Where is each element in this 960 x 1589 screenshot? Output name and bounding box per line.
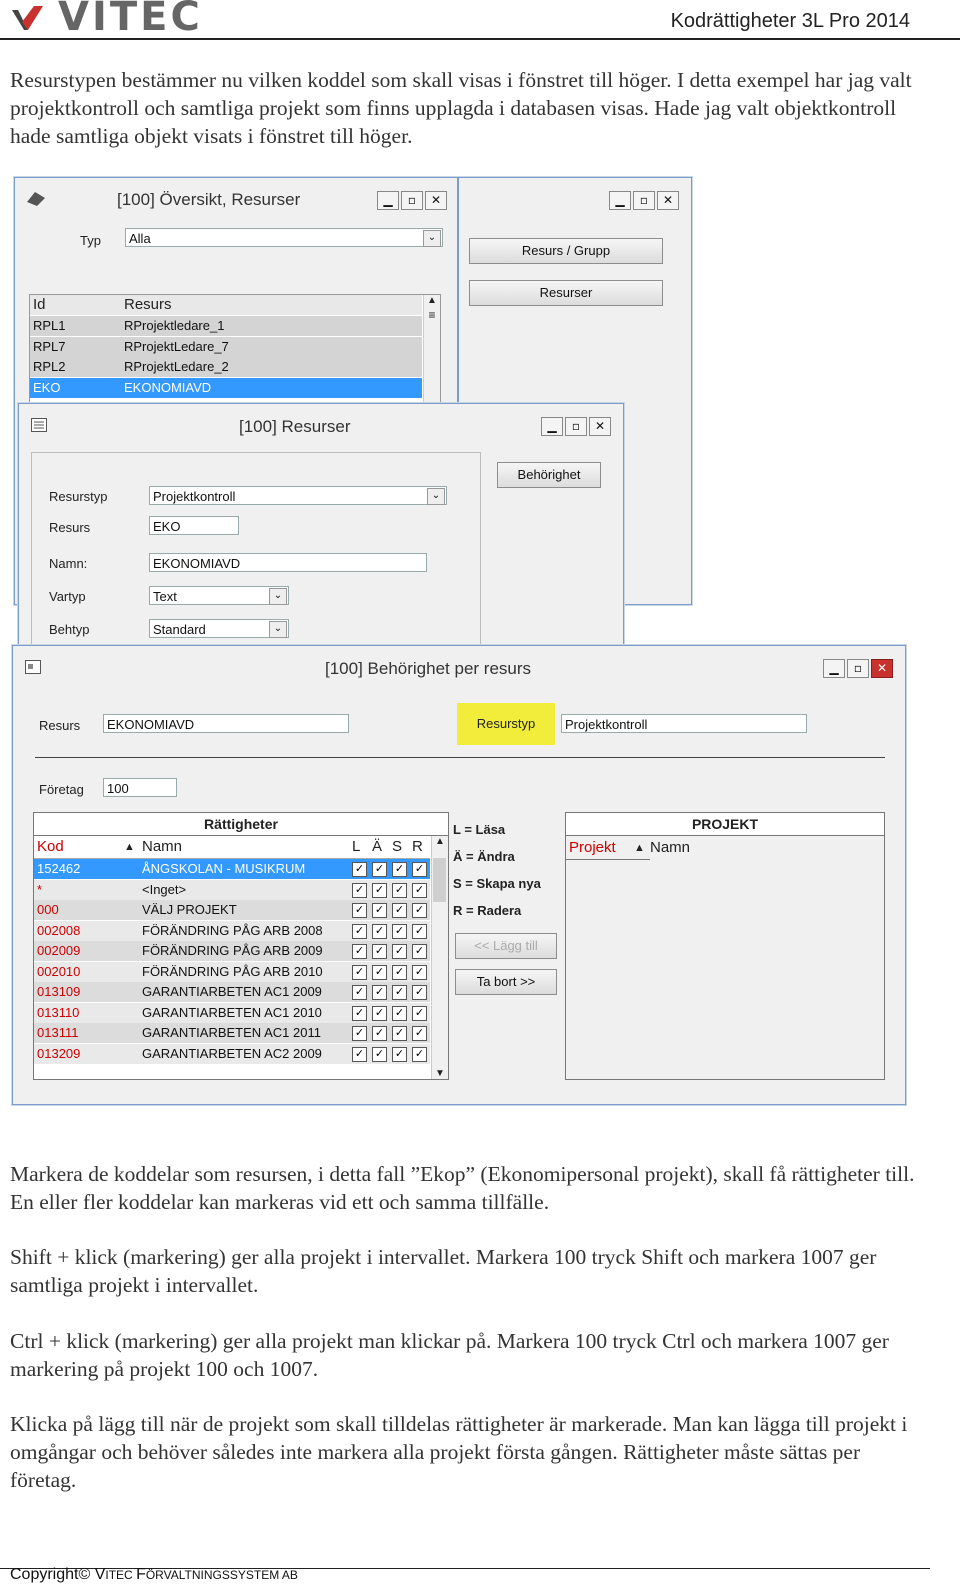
sort-ascending-icon: ▲ <box>124 841 135 853</box>
maximize-button[interactable]: ▫ <box>565 417 587 436</box>
behtyp-select-value: Standard <box>153 622 206 637</box>
cell-namn: VÄLJ PROJEKT <box>142 902 237 917</box>
scroll-thumb-icon[interactable]: ≡ <box>428 308 436 322</box>
footer-rest: ÖRVALTNINGSSYSTEM AB <box>145 1568 298 1582</box>
check-l-checkbox[interactable]: ✓ <box>352 1047 367 1062</box>
cell-kod: 013111 <box>37 1025 79 1040</box>
maximize-button[interactable]: ▫ <box>401 191 423 210</box>
check-a-checkbox[interactable]: ✓ <box>372 903 387 918</box>
resurs-field[interactable]: EKONOMIAVD <box>103 714 349 733</box>
resurser-button[interactable]: Resurser <box>469 280 663 306</box>
scroll-thumb[interactable] <box>433 858 446 902</box>
namn-label: Namn: <box>49 556 88 571</box>
check-r-checkbox[interactable]: ✓ <box>412 924 427 939</box>
check-l-checkbox[interactable]: ✓ <box>352 985 367 1000</box>
lagg-till-button[interactable]: << Lägg till <box>455 933 557 959</box>
resurstyp-field[interactable]: Projektkontroll <box>561 714 807 733</box>
rights-legend <box>453 816 541 924</box>
check-s-checkbox[interactable]: ✓ <box>392 924 407 939</box>
check-l-checkbox[interactable]: ✓ <box>352 965 367 980</box>
window-titlebar <box>19 404 623 444</box>
cell-kod: 013109 <box>37 984 81 999</box>
foretag-label: Företag <box>39 782 84 797</box>
cell-namn: GARANTIARBETEN AC2 2009 <box>142 1045 322 1061</box>
cell-kod: 002009 <box>37 943 81 958</box>
check-r-checkbox[interactable]: ✓ <box>412 862 427 877</box>
check-a-checkbox[interactable]: ✓ <box>372 1006 387 1021</box>
projekt-column-headers <box>566 836 884 860</box>
check-r-checkbox[interactable]: ✓ <box>412 1047 427 1062</box>
sort-ascending-icon: ▲ <box>634 842 645 854</box>
paragraph-lagg-till: Klicka på lägg till när de projekt som skall tilldelas rättigheter är markerade. Man kan lägga till projekt i omgångar och behöver således inte markera alla projekt första gången. Rättigheter måste sättas per företag. <box>10 1412 908 1492</box>
vitec-logo-icon <box>10 4 44 32</box>
resurs-list <box>29 294 441 406</box>
check-a-checkbox[interactable]: ✓ <box>372 1026 387 1041</box>
ta-bort-button[interactable]: Ta bort >> <box>455 969 557 995</box>
behorighet-button[interactable]: Behörighet <box>497 462 601 488</box>
vartyp-label: Vartyp <box>49 589 86 604</box>
logo-text: VITEC <box>58 0 203 40</box>
column-header-a[interactable]: Ä <box>372 838 383 855</box>
scrollbar[interactable] <box>431 836 448 1079</box>
close-button[interactable]: ✕ <box>871 659 893 678</box>
page-header <box>0 0 960 40</box>
check-s-checkbox[interactable]: ✓ <box>392 965 407 980</box>
check-l-checkbox[interactable]: ✓ <box>352 862 367 877</box>
check-s-checkbox[interactable]: ✓ <box>392 985 407 1000</box>
check-a-checkbox[interactable]: ✓ <box>372 985 387 1000</box>
behtyp-select[interactable] <box>149 619 289 638</box>
list-item[interactable] <box>30 378 422 399</box>
check-a-checkbox[interactable]: ✓ <box>372 1047 387 1062</box>
minimize-button[interactable]: ▁ <box>823 659 845 678</box>
maximize-button-back[interactable]: ▫ <box>633 191 655 210</box>
behtyp-label: Behtyp <box>49 622 90 637</box>
cell-kod: * <box>37 881 43 897</box>
check-l-checkbox[interactable]: ✓ <box>352 1026 367 1041</box>
check-l-checkbox[interactable]: ✓ <box>352 883 367 898</box>
cell-namn: GARANTIARBETEN AC1 2009 <box>142 984 322 999</box>
cell-kod: 000 <box>37 902 59 917</box>
typ-select-value: Alla <box>129 231 151 246</box>
table-row[interactable] <box>34 1044 430 1064</box>
resurs-field[interactable]: EKO <box>149 516 239 535</box>
chevron-down-icon: ⌄ <box>423 230 441 247</box>
table-row[interactable] <box>34 900 430 920</box>
typ-label: Typ <box>80 233 101 248</box>
check-s-checkbox[interactable]: ✓ <box>392 944 407 959</box>
column-header-projekt[interactable]: Projekt <box>569 839 616 856</box>
legend-s: S = Skapa nya <box>453 876 541 891</box>
cell-namn: FÖRÄNDRING PÅG ARB 2010 <box>142 963 323 979</box>
paragraph-ctrl: Ctrl + klick (markering) ger alla projekt man klickar på. Markera 100 tryck Ctrl och markera 1007 ger markering på projekt 100 och 1007. <box>10 1329 889 1381</box>
cell-kod: 002008 <box>37 922 81 938</box>
window-titlebar <box>13 646 905 686</box>
check-a-checkbox[interactable]: ✓ <box>372 944 387 959</box>
window-titlebar <box>15 178 691 218</box>
cell-resurs: EKONOMIAVD <box>124 379 212 395</box>
cell-id: EKO <box>33 379 61 395</box>
document-title: Kodrättigheter 3L Pro 2014 <box>670 10 910 32</box>
check-l-checkbox[interactable]: ✓ <box>352 924 367 939</box>
check-r-checkbox[interactable]: ✓ <box>412 1026 427 1041</box>
window-title: [100] Resurser <box>239 417 351 436</box>
cell-namn: GARANTIARBETEN AC1 2011 <box>142 1025 321 1040</box>
check-a-checkbox[interactable]: ✓ <box>372 862 387 877</box>
column-header-s[interactable]: S <box>392 838 403 855</box>
list-header <box>30 295 422 315</box>
scroll-down-icon[interactable]: ▼ <box>435 1068 445 1079</box>
check-r-checkbox[interactable]: ✓ <box>412 1006 427 1021</box>
table-row[interactable] <box>34 982 430 1002</box>
paragraph-intro: Resurstypen bestämmer nu vilken koddel som skall visas i fönstret till höger. I detta exempel har jag valt projektkontroll och samtliga projekt som finns upplagda i databasen visas. Hade jag valt objektkontroll hade samtliga objekt visats i fönstret till höger. <box>10 68 912 148</box>
column-header-resurs[interactable]: Resurs <box>124 296 172 313</box>
table-row[interactable] <box>34 921 430 941</box>
window-behorighet-per-resurs <box>12 645 906 1105</box>
app-icon <box>25 190 47 208</box>
column-header-kod[interactable]: Kod <box>37 838 64 855</box>
resurs-grupp-button[interactable]: Resurs / Grupp <box>469 238 663 264</box>
vartyp-select-value: Text <box>153 589 177 604</box>
footer-prefix: Copyright© V <box>10 1566 106 1583</box>
close-button[interactable]: ✕ <box>425 191 447 210</box>
namn-field[interactable]: EKONOMIAVD <box>149 553 427 572</box>
window-title: [100] Översikt, Resurser <box>117 190 301 209</box>
table-row[interactable] <box>34 1003 430 1023</box>
check-s-checkbox[interactable]: ✓ <box>392 1047 407 1062</box>
check-s-checkbox[interactable]: ✓ <box>392 862 407 877</box>
list-item[interactable] <box>30 337 422 358</box>
cell-namn: ÅNGSKOLAN - MUSIKRUM <box>142 861 306 876</box>
resurstyp-button[interactable]: Resurstyp <box>457 703 555 745</box>
check-r-checkbox[interactable]: ✓ <box>412 944 427 959</box>
cell-resurs: RProjektLedare_7 <box>124 338 229 354</box>
cell-id: RPL7 <box>33 338 66 354</box>
check-r-checkbox[interactable]: ✓ <box>412 965 427 980</box>
vartyp-select[interactable] <box>149 586 289 605</box>
resurstyp-select[interactable] <box>149 486 447 505</box>
cell-namn: FÖRÄNDRING PÅG ARB 2008 <box>142 922 323 938</box>
legend-r: R = Radera <box>453 903 522 918</box>
cell-id: RPL2 <box>33 359 66 374</box>
window-title: [100] Behörighet per resurs <box>325 659 532 678</box>
chevron-down-icon: ⌄ <box>269 588 287 605</box>
scroll-up-icon[interactable]: ▲ <box>435 836 445 847</box>
check-a-checkbox[interactable]: ✓ <box>372 965 387 980</box>
rattigheter-grid <box>33 812 449 1080</box>
minimize-button[interactable]: ▁ <box>377 191 399 210</box>
footer-copyright <box>10 1566 298 1584</box>
check-l-checkbox[interactable]: ✓ <box>352 944 367 959</box>
table-row[interactable] <box>34 880 430 900</box>
check-r-checkbox[interactable]: ✓ <box>412 985 427 1000</box>
legend-l: L = Läsa <box>453 822 506 837</box>
window-resurser <box>18 403 624 655</box>
rattigheter-header: Rättigheter <box>34 813 448 836</box>
table-row[interactable] <box>34 859 430 879</box>
foretag-field[interactable]: 100 <box>103 778 177 797</box>
chevron-down-icon: ⌄ <box>427 488 445 505</box>
table-row[interactable] <box>34 962 430 982</box>
cell-namn: <Inget> <box>142 881 187 897</box>
column-header-namn[interactable]: Namn <box>650 839 691 856</box>
column-header-l[interactable]: L <box>352 838 361 855</box>
cell-namn: GARANTIARBETEN AC1 2010 <box>142 1004 322 1020</box>
cell-id: RPL1 <box>33 318 66 333</box>
check-r-checkbox[interactable]: ✓ <box>412 903 427 918</box>
cell-kod: 013209 <box>37 1045 81 1061</box>
paragraph-shift: Shift + klick (markering) ger alla projekt i intervallet. Markera 100 tryck Shift och markera 1007 ger samtliga projekt i intervallet. <box>10 1245 877 1297</box>
form-icon <box>31 418 47 432</box>
maximize-button[interactable]: ▫ <box>847 659 869 678</box>
cell-kod: 002010 <box>37 963 81 979</box>
check-s-checkbox[interactable]: ✓ <box>392 883 407 898</box>
footer-itec: ITEC <box>105 1568 137 1582</box>
chevron-down-icon: ⌄ <box>269 621 287 638</box>
check-s-checkbox[interactable]: ✓ <box>392 1006 407 1021</box>
scroll-up-icon[interactable]: ▲ <box>427 295 437 306</box>
grid-column-headers <box>34 836 430 859</box>
table-row[interactable] <box>34 941 430 961</box>
resurs-label: Resurs <box>49 520 91 535</box>
check-s-checkbox[interactable]: ✓ <box>392 903 407 918</box>
resurstyp-label: Resurstyp <box>49 489 108 504</box>
form-icon <box>25 660 41 674</box>
cell-kod: 013110 <box>37 1004 80 1020</box>
column-header-r[interactable]: R <box>412 838 423 855</box>
close-button-back[interactable]: ✕ <box>657 191 679 210</box>
minimize-button-back[interactable]: ▁ <box>609 191 631 210</box>
check-r-checkbox[interactable]: ✓ <box>412 883 427 898</box>
scrollbar[interactable] <box>423 295 440 405</box>
check-l-checkbox[interactable]: ✓ <box>352 903 367 918</box>
resurs-label: Resurs <box>39 718 81 733</box>
column-divider <box>566 859 650 860</box>
legend-a: Ä = Ändra <box>453 849 515 864</box>
minimize-button[interactable]: ▁ <box>541 417 563 436</box>
check-a-checkbox[interactable]: ✓ <box>372 883 387 898</box>
paragraph-markera: Markera de koddelar som resursen, i detta fall ”Ekop” (Ekonomipersonal projekt), skall få rättigheter till. En eller fler koddelar kan markeras vid ett och samma tillfälle. <box>10 1162 915 1214</box>
resurstyp-select-value: Projektkontroll <box>153 489 236 504</box>
table-row[interactable] <box>34 1023 430 1043</box>
check-s-checkbox[interactable]: ✓ <box>392 1026 407 1041</box>
column-header-namn[interactable]: Namn <box>142 838 183 855</box>
projekt-header: PROJEKT <box>566 813 884 836</box>
separator-line <box>35 757 885 758</box>
footer-f: F <box>136 1566 146 1583</box>
list-item[interactable] <box>30 357 422 378</box>
cell-namn: FÖRÄNDRING PÅG ARB 2009 <box>142 943 323 958</box>
cell-resurs: RProjektledare_1 <box>124 318 225 333</box>
close-button[interactable]: ✕ <box>589 417 611 436</box>
cell-kod: 152462 <box>37 861 81 876</box>
typ-select[interactable] <box>125 228 443 247</box>
list-item[interactable] <box>30 316 422 337</box>
cell-resurs: RProjektLedare_2 <box>124 359 229 374</box>
column-header-id[interactable]: Id <box>33 296 46 313</box>
projekt-grid <box>565 812 885 1080</box>
check-l-checkbox[interactable]: ✓ <box>352 1006 367 1021</box>
check-a-checkbox[interactable]: ✓ <box>372 924 387 939</box>
